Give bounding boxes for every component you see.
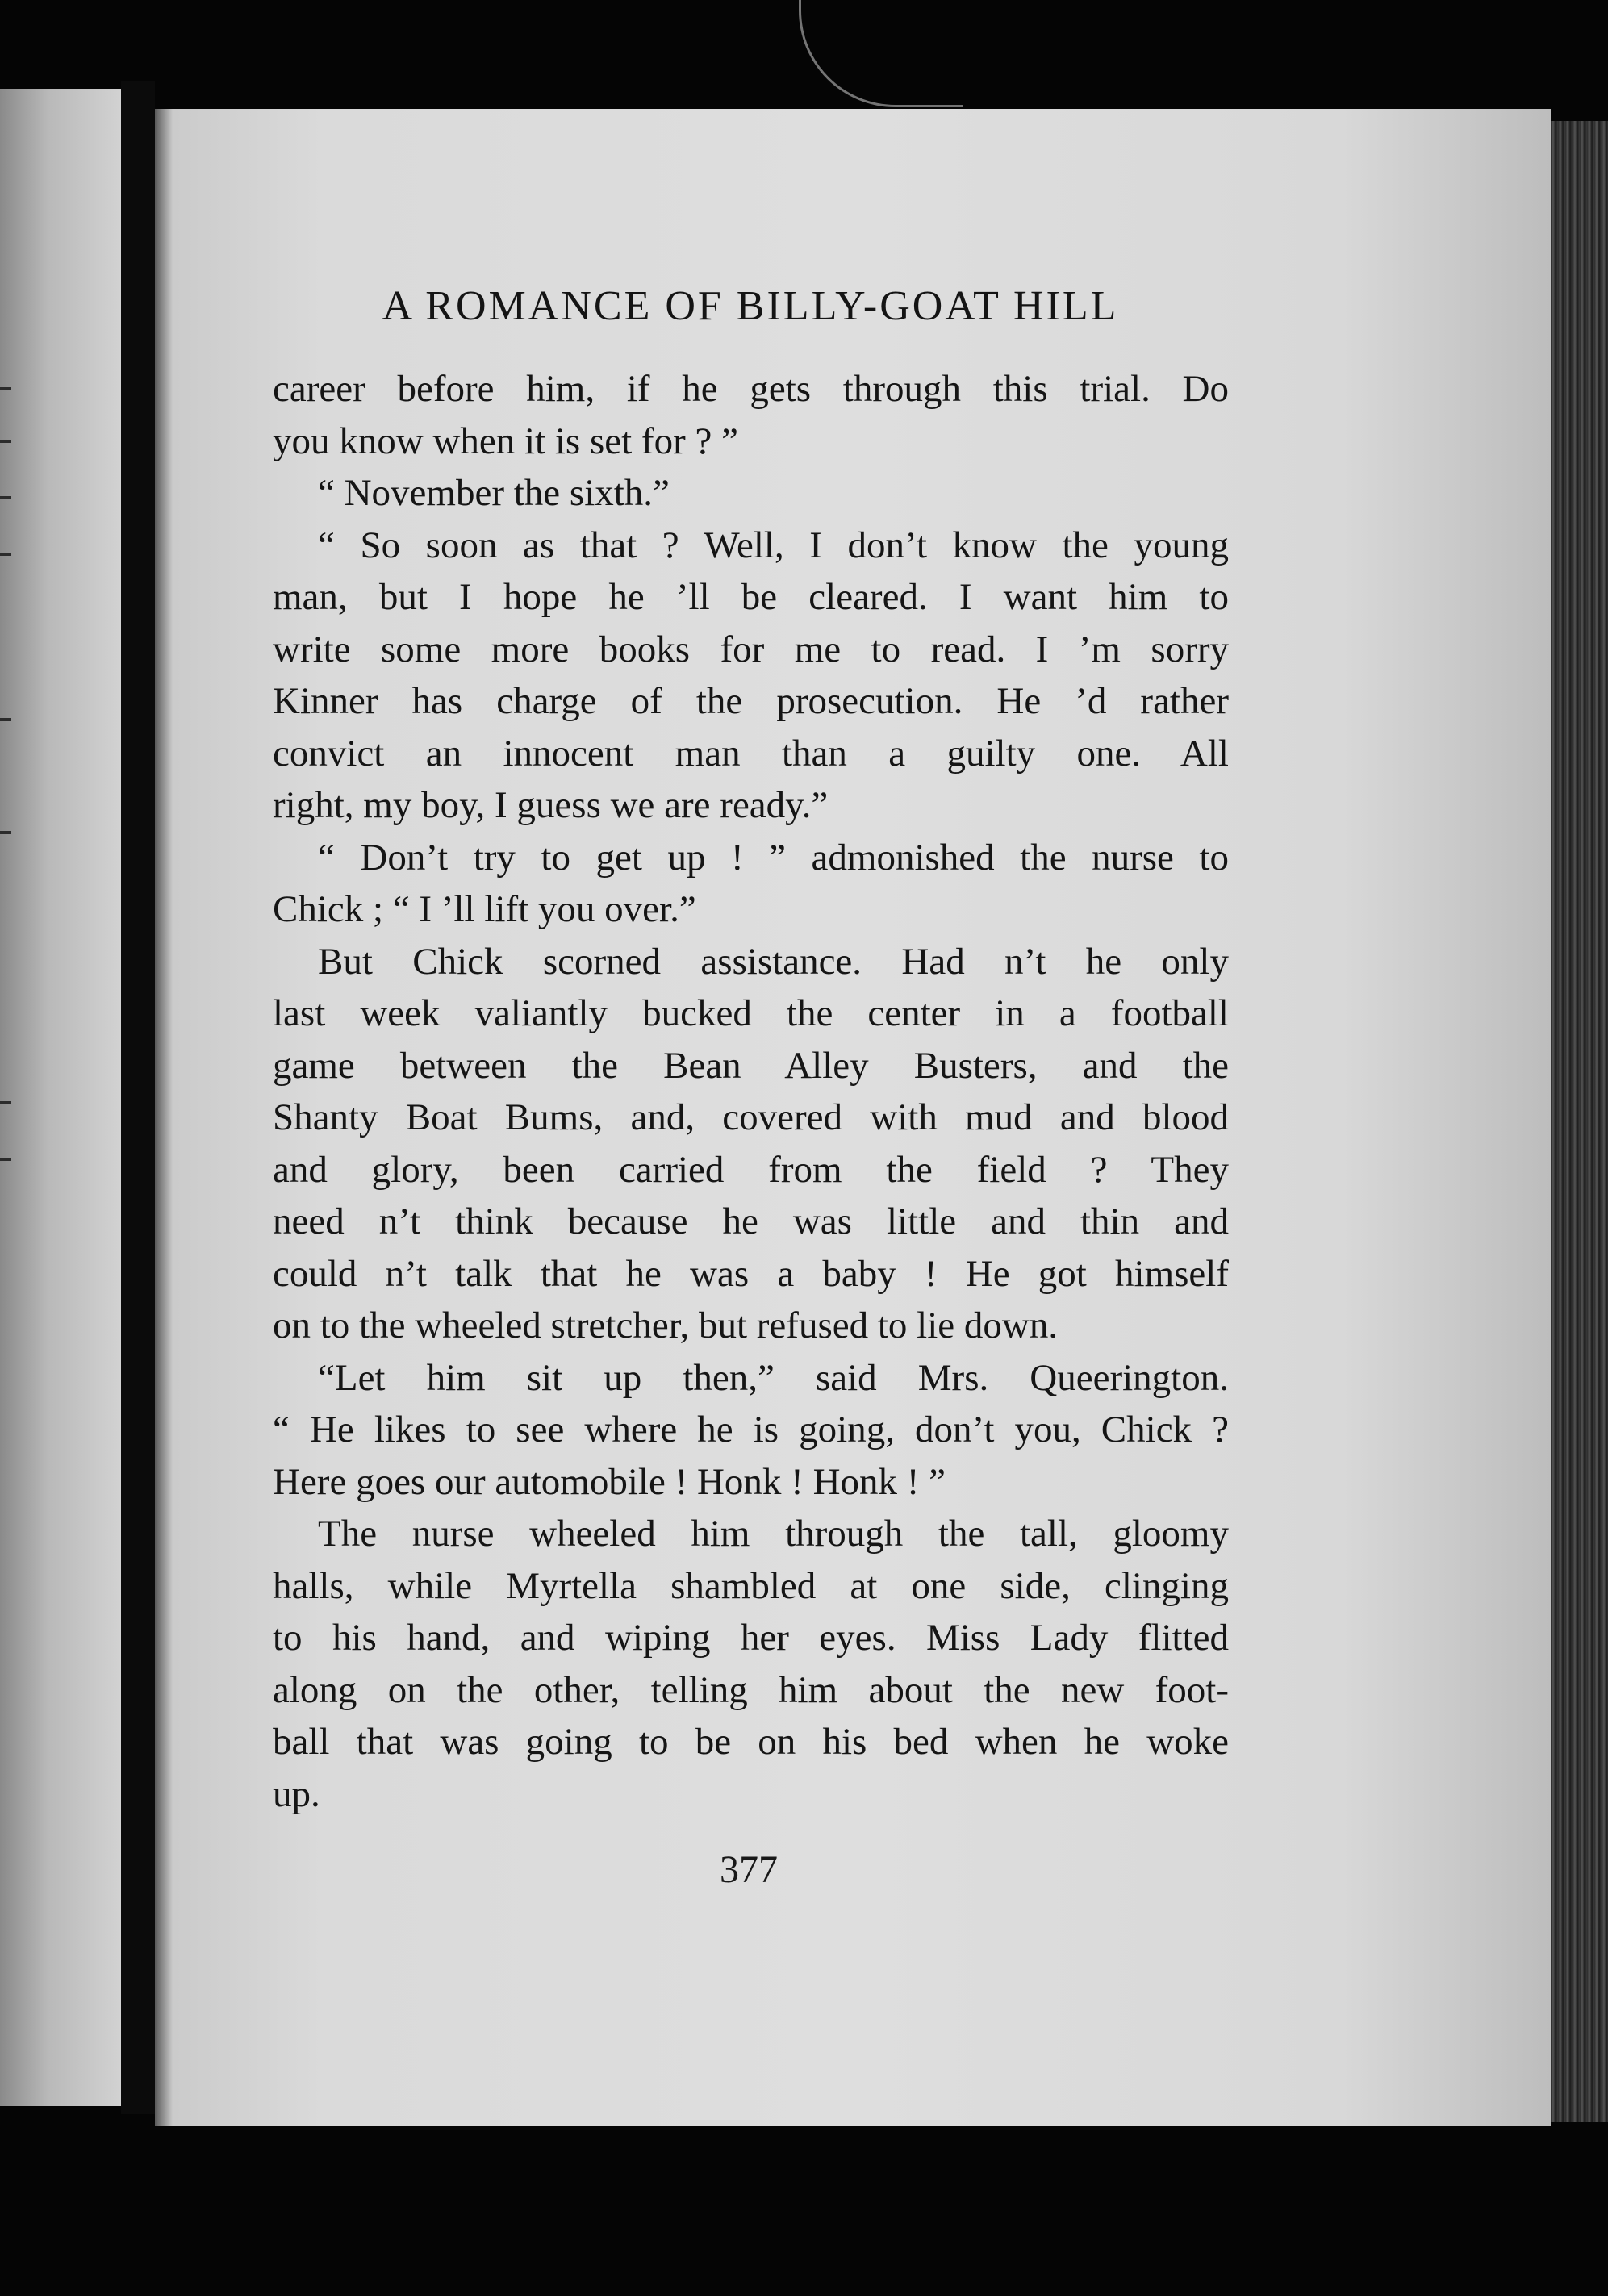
- text-line: man, but I hope he ’ll be cleared. I want him to: [273, 576, 1229, 618]
- running-head: A ROMANCE OF BILLY-GOAT HILL: [382, 283, 1119, 329]
- text-line: “ So soon as that ? Well, I don’t know the young: [318, 524, 1229, 566]
- text-line: convict an innocent man than a guilty one. All: [273, 732, 1229, 774]
- text-line: game between the Bean Alley Busters, and the: [273, 1044, 1229, 1087]
- scan-artifact: [799, 0, 963, 107]
- left-page-mark: [0, 496, 11, 499]
- text-line: on to the wheeled stretcher, but refused to lie down.: [273, 1305, 1059, 1346]
- left-page-mark: [0, 1101, 11, 1104]
- text-line: But Chick scorned assistance. Had n’t he only: [318, 940, 1229, 983]
- text-line: halls, while Myrtella shambled at one side, clinging: [273, 1564, 1229, 1607]
- text-line: Shanty Boat Bums, and, covered with mud and blood: [273, 1096, 1229, 1138]
- body-text: [273, 363, 1229, 1820]
- text-line: you know when it is set for ? ”: [273, 420, 738, 462]
- text-line: Kinner has charge of the prosecution. He ’d rather: [273, 680, 1229, 722]
- left-page-mark: [0, 831, 11, 834]
- text-line: along on the other, telling him about the new foot-: [273, 1668, 1229, 1711]
- text-line: right, my boy, I guess we are ready.”: [273, 784, 829, 826]
- left-page-mark: [0, 387, 11, 390]
- text-line: The nurse wheeled him through the tall, gloomy: [318, 1513, 1229, 1555]
- text-line: Here goes our automobile ! Honk ! Honk ! ”: [273, 1460, 946, 1503]
- text-line: need n’t think because he was little and thin and: [273, 1200, 1229, 1242]
- left-page-edge: [0, 89, 121, 2106]
- left-page-mark: [0, 440, 11, 443]
- text-line: Chick ; “ I ’ll lift you over.”: [273, 888, 696, 930]
- left-page-mark: [0, 553, 11, 556]
- text-line: could n’t talk that he was a baby ! He got himself: [273, 1252, 1229, 1295]
- page-fore-edge: [1551, 121, 1608, 2122]
- text-line: “ Don’t try to get up ! ” admonished the nurse to: [318, 836, 1229, 879]
- book-gutter: [121, 81, 155, 2114]
- text-line: “ November the sixth.”: [318, 472, 670, 514]
- text-line: write some more books for me to read. I ’m sorry: [273, 628, 1229, 670]
- text-line: and glory, been carried from the field ? They: [273, 1148, 1229, 1191]
- text-line: to his hand, and wiping her eyes. Miss Lady flitted: [273, 1617, 1229, 1659]
- text-line: ball that was going to be on his bed when he woke: [273, 1721, 1229, 1763]
- page-number: 377: [720, 1848, 778, 1891]
- text-line: last week valiantly bucked the center in a football: [273, 992, 1229, 1034]
- text-line: “Let him sit up then,” said Mrs. Queerington.: [318, 1356, 1229, 1399]
- left-page-mark: [0, 1158, 11, 1161]
- text-line: career before him, if he gets through this trial. Do: [273, 368, 1229, 410]
- left-page-mark: [0, 718, 11, 721]
- text-line: “ He likes to see where he is going, don’t you, Chick ?: [273, 1409, 1229, 1451]
- gutter-shadow: [155, 109, 173, 2126]
- text-line: up.: [273, 1772, 320, 1815]
